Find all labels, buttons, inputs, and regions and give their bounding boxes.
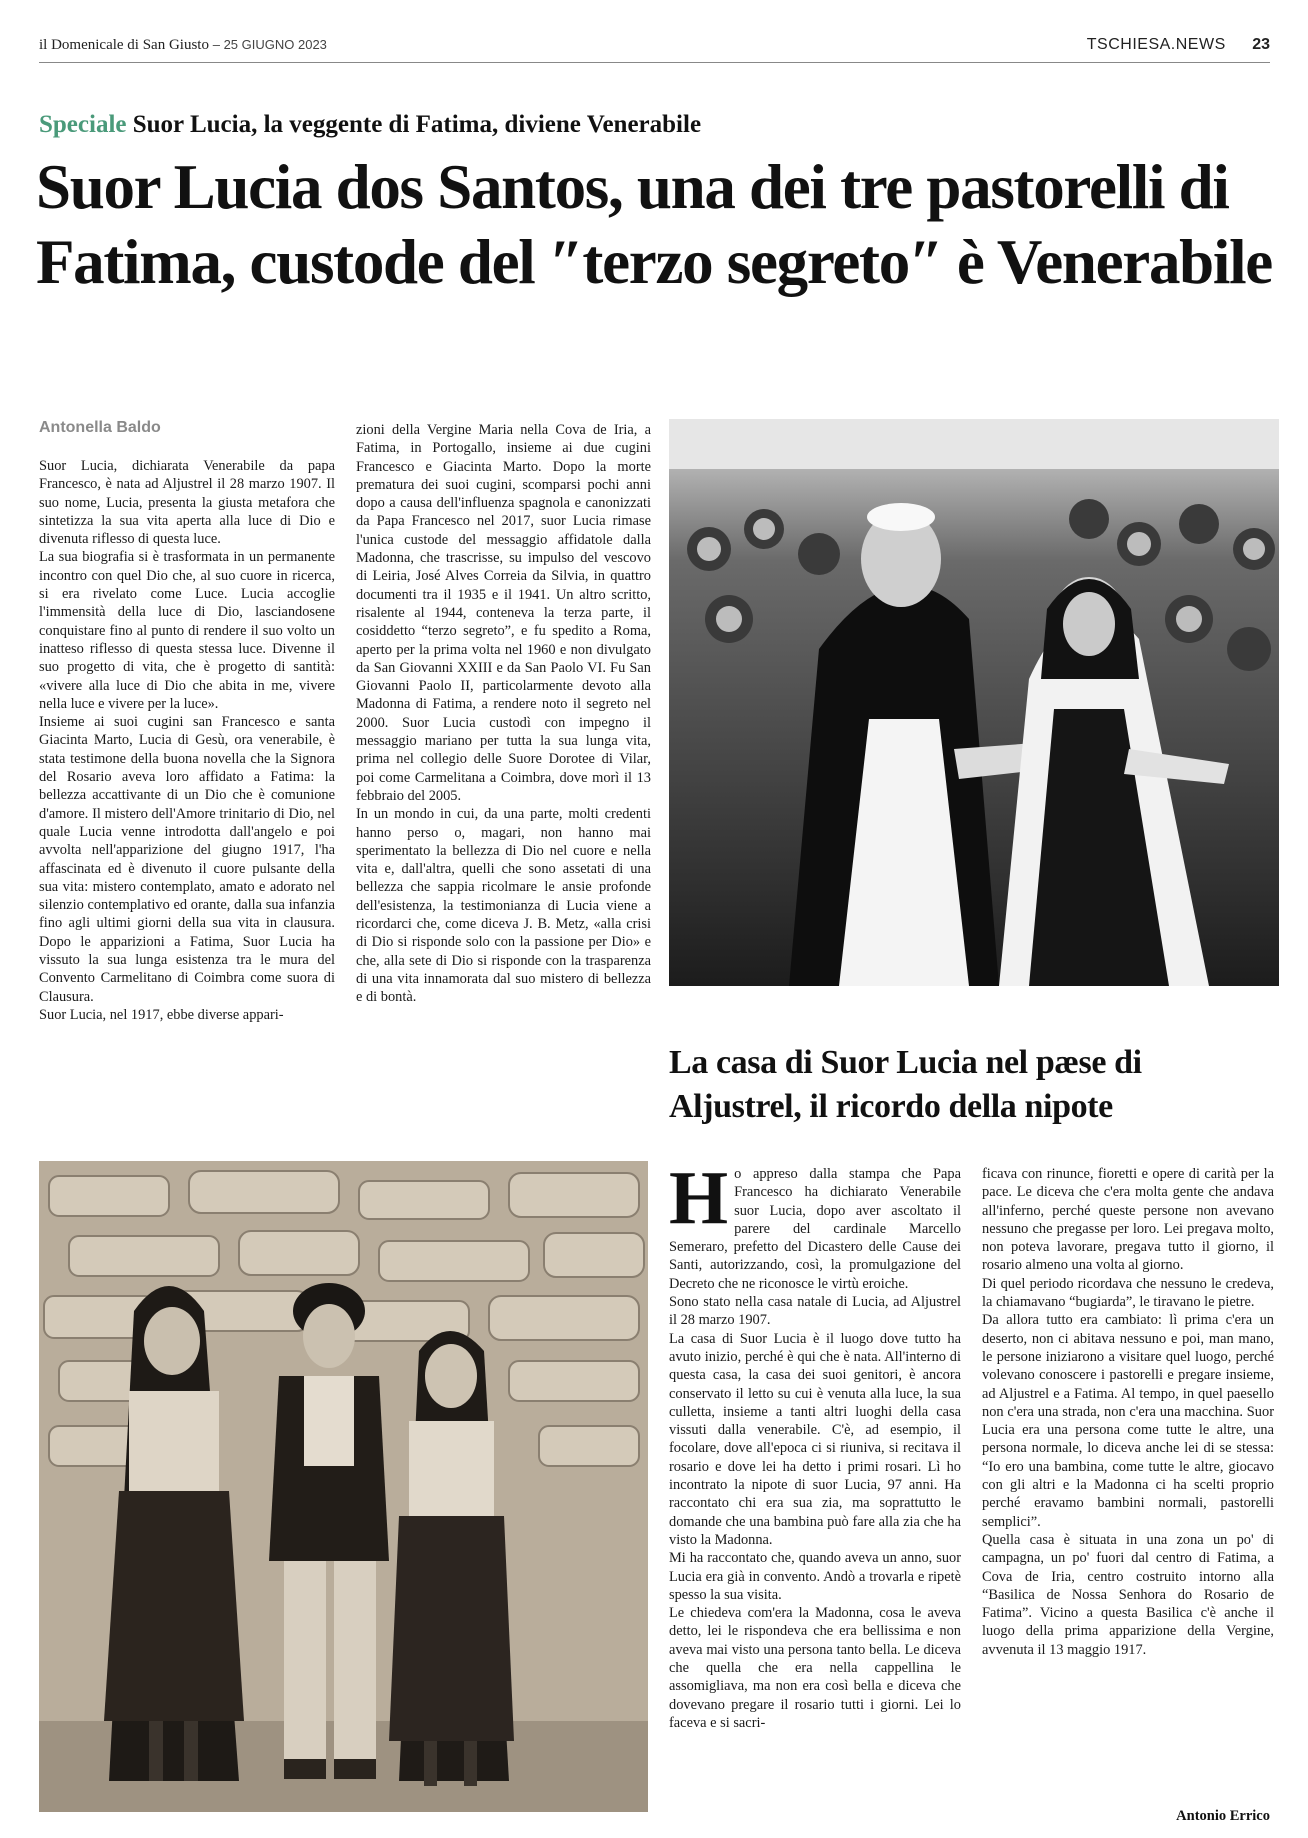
paragraph: Sono stato nella casa natale di Lucia, ad Aljustrel il 28 marzo 1907. [669, 1294, 961, 1329]
photo-pope-and-nun [669, 419, 1279, 986]
paragraph: La sua biografia si è trasformata in un permanente incontro con quel Dio che, al suo cuore in ricerca, si era rivelato come Luce. Lucia accoglie l'immensità della luce di Dio, lasciandosene conquistare fino al punto di rendere il suo volto un inatteso riflesso di questa stessa luce. Divenne il suo progetto di vita, che è progetto di santità: «vivere alla luce di Dio che abita in me, vivere nella luce e vivere per la luce». [39, 549, 335, 712]
photo-illustration-icon [669, 419, 1279, 986]
secondary-headline: La casa di Suor Lucia nel pæse di Aljustrel, il ricordo della nipote [669, 1044, 1142, 1125]
publication-name: il Domenicale di San Giusto [39, 37, 209, 53]
byline: Antonella Baldo [39, 419, 161, 436]
paragraph: Quella casa è situata in una zona un po' di campagna, un po' fuori dal centro di Fatima, a Cova de Iria, centro costruito intorno alla “Basilica de Nossa Senhora do Rosario de Fatima”. Vicino a questa Basilica c'è anche il luogo della prima apparizione della Vergine, avvenuta il 13 maggio 1917. [982, 1531, 1274, 1658]
site-name: TSCHIESA.NEWS [1086, 36, 1226, 53]
photo-illustration-icon [39, 1161, 648, 1812]
article1-column-2 [356, 421, 651, 1007]
paragraph: La casa di Suor Lucia è il luogo dove tutto ha avuto inizio, perché è qui che è nata. All'interno di questa casa, la casa dei suoi genitori, è ancora conservato il letto su cui è venuta alla luce, la sua culletta, insieme a tanti altri luoghi della casa vissuti dalla venerabile. C'è, ad esempio, il focolare, dove all'epoca ci si riuniva, si recitava il rosario e dove lei ha detto i primi rosari. Lì ho incontrato la nipote di suor Lucia, 97 anni. Ha raccontato chi era sua zia, ma soprattutto le domande che una bambina può fare alla zia che ha visto la Madonna. [669, 1330, 961, 1548]
paragraph [669, 1156, 961, 1293]
issue-date: – 25 GIUGNO 2023 [212, 37, 327, 52]
publication-header [39, 37, 327, 54]
paragraph: Mi ha raccontato che, quando aveva un anno, suor Lucia era già in convento. Andò a trovarla e ripetè spesso la sua visita. [669, 1550, 961, 1603]
header-divider [39, 62, 1270, 63]
site-header [1087, 36, 1270, 54]
paragraph: Suor Lucia, dichiarata Venerabile da papa Francesco, è nata ad Aljustrel il 28 marzo 1907. Il suo nome, Lucia, presenta la giusta metafora che sintetizza la sua vita aperta alla luce di Dio e divenuta riflesso di questa luce. [39, 458, 335, 548]
section-kicker [39, 111, 701, 139]
paragraph: zioni della Vergine Maria nella Cova de Iria, a Fatima, in Portogallo, insieme ai due cugini Francesco e Giacinta Marto. Dopo la morte prematura dei suoi cugini, scomparsi pochi anni dopo a causa dell'influenza spagnola e canonizzati da Papa Francesco nel 2017, suor Lucia rimase l'unica custode del messaggio affidatole dalla Madonna, che trascrisse, su impulso del vescovo di Leiria, José Alves Correia da Silvia, in quattro documenti tra il 1935 e il 1941. Un altro scritto, risalente al 1944, conteneva la terza parte, il cosiddetto “terzo segreto”, e fu spedito a Roma, aperto per la prima volta nel 1960 e non divulgato da San Giovanni XXIII e da San Paolo VI. Fu San Giovanni Paolo II, particolarmente devoto alla Madonna di Fatima, a rendere noto il segreto nel 2000. Suor Lucia custodì con impegno il messaggio mariano per tutta la sua lunga vita, prima nel collegio delle Suore Dorotee di Vilar, poi come Carmelitana a Coimbra, dove morì il 13 febbraio del 2005. [356, 422, 651, 804]
article1-column-1 [39, 457, 335, 1024]
main-headline: Suor Lucia dos Santos, una dei tre pastorelli di Fatima, custode del ″terzo segreto″ è Venerabile [36, 152, 1272, 297]
kicker-text: Suor Lucia, la veggente di Fatima, diviene Venerabile [132, 111, 702, 138]
dropcap: H [669, 1156, 729, 1240]
paragraph: Suor Lucia, nel 1917, ebbe diverse appari- [39, 1006, 284, 1023]
paragraph: Insieme ai suoi cugini san Francesco e santa Giacinta Marto, Lucia di Gesù, ora venerabile, è stata testimone della buona novella che la Signora del Rosario aveva loro affidato a Fatima: la bellezza accattivante di un Dio che è comunione d'amore. Il mistero dell'Amore trinitario di Dio, nel quale Lucia venne introdotta dall'angelo e poi avvolta nell'apparizione del giugno 1917, l'ha affascinata ed è divenuto il cuore pulsante della sua vita: mistero contemplato, amato e adorato nel silenzio contemplativo ed orante, dalla sua infanzia fino agli ultimi giorni della sua vita in clausura. Dopo le apparizioni a Fatima, Suor Lucia ha vissuto la sua lunga esistenza tra le mura del Convento Carmelitano di Coimbra come suora di Clausura. [39, 714, 335, 1005]
paragraph: ficava con rinunce, fioretti e opere di carità per la pace. Le diceva che c'era molta gente che andava all'inferno, perché queste persone non avevano nessuno che pregasse per loro. Lei pregava molto, non poteva lavorare, pregava tutto il giorno, il rosario almeno una volta al giorno. [982, 1166, 1274, 1274]
article2-column-2 [982, 1165, 1274, 1659]
first-paragraph-text: o appreso dalla stampa che Papa Francesco ha dichiarato Venerabile suor Lucia, dopo aver ascoltato il parere del cardinale Marcello Semeraro, prefetto del Dicastero delle Cause dei Santi, autorizzando, così, la promulgazione del Decreto che ne riconosce le virtù eroiche. [669, 1166, 961, 1292]
page-number: 23 [1252, 36, 1270, 53]
paragraph: Di quel periodo ricordava che nessuno le credeva, la chiamavano “bugiarda”, le tiravano le pietre. [982, 1275, 1274, 1311]
article2-column-1 [669, 1156, 961, 1732]
photo-three-shepherd-children [39, 1161, 648, 1812]
author-signature: Antonio Errico [1176, 1808, 1270, 1824]
section-label: Speciale [39, 111, 127, 138]
paragraph: Le chiedeva com'era la Madonna, cosa le aveva detto, lei le rispondeva che era bellissima e non aveva mai visto una persona tanto bella. Le diceva che quella che era nella cappellina le assomigliava, ma non era così bella e diceva che dovevano pregare il rosario tutti i giorni. Lei lo faceva e si sacri- [669, 1605, 961, 1731]
paragraph: In un mondo in cui, da una parte, molti credenti hanno perso o, magari, non hanno mai sperimentato la bellezza di Dio nel cuore e nella vita e, dall'altra, quelli che sono assetati di una bellezza che sappia ricolmare le ansie profonde dell'esistenza, la testimonianza di Lucia viene a ricordarci che, come diceva J. B. Metz, «alla crisi di Dio si risponde solo con la passione per Dio» e che, alla sete di Dio si risponde con la trasparenza di una vita innamorata dal suo mistero di bellezza e di bontà. [356, 806, 651, 1006]
paragraph: Da allora tutto era cambiato: lì prima c'era un deserto, non ci abitava nessuno e poi, man mano, le persone iniziarono a visitare quel luogo, perché volevano conoscere i pastorelli e pregare insieme, ad Aljustrel e a Fatima. Al tempo, in quel paesello non c'era una strada, non c'era una macchina. Suor Lucia era una persona come tutte le altre, una persona normale, lo diceva anche lei di se stessa: “Io ero una bambina, come tutte le altre, giocavo con gli altri e la Madonna ci ha scelti proprio perché eravamo bambini normali, pastorelli semplici”. [982, 1312, 1274, 1530]
